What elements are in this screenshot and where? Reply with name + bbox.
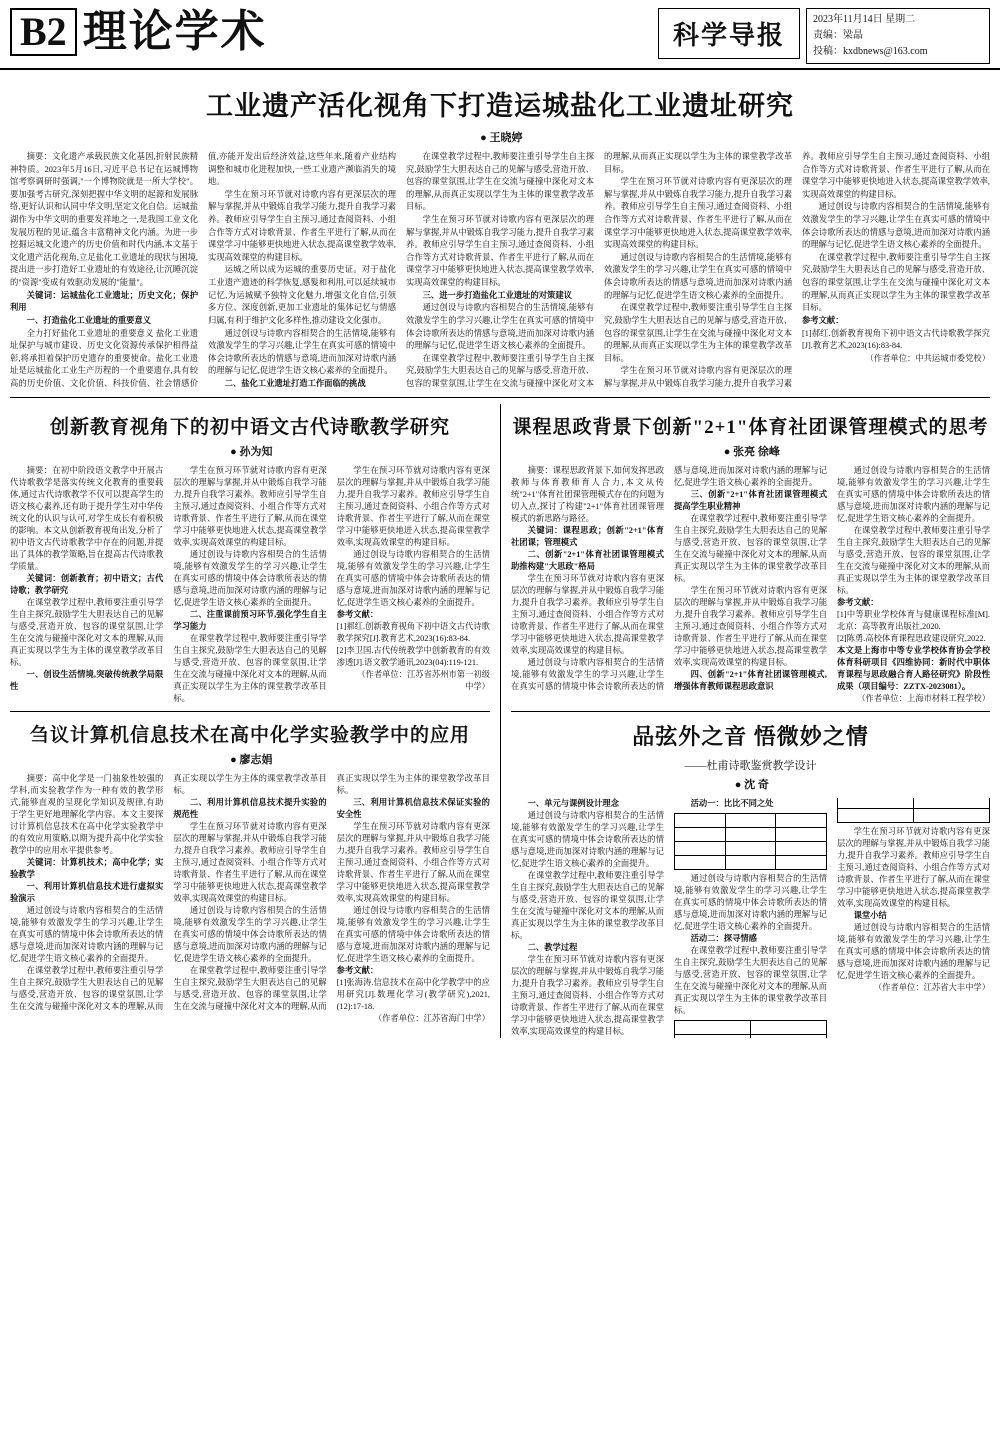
article5-section-2: 二、教学过程	[527, 943, 578, 953]
article2-para-2: 学生在预习环节就对诗歌内容有更深层次的理解与掌握,并从中锻炼自我学习能力,提升自我学习素养。教师应引导学生自主预习,通过查阅资料、小组合作等方式对诗歌背景、作者生平进行了解,从而在课堂学习中能够更快地进入状态,提高课堂教学效率,实现高效课堂的构建目标。	[173, 465, 327, 547]
article4-body	[10, 773, 490, 1025]
article4-source: （作者单位：江苏省海门中学）	[373, 1014, 490, 1024]
divider-2	[10, 711, 490, 712]
article3-title: 课程思政背景下创新"2+1"体育社团课管理模式的思考	[512, 416, 989, 438]
article4-refs-title: 参考文献：	[336, 966, 379, 976]
article5-para-4: 通过创设与诗歌内容相契合的生活情境,能够有效激发学生的学习兴趣,让学生在真实可感的情境中体会诗歌所表达的情感与意境,进而加深对诗歌内涵的理解与记忆,促进学生语文核心素养的全面提升。	[674, 873, 827, 931]
article2-section-1: 一、创设生活情境,突破传统教学局限性	[10, 669, 164, 691]
paper-logo: 科学导报	[658, 8, 800, 59]
lead-refs-title: 参考文献：	[802, 315, 844, 325]
masthead-left	[10, 8, 267, 56]
article4-para-3: 学生在预习环节就对诗歌内容有更深层次的理解与掌握,并从中锻炼自我学习能力,提升自我学习素养。教师应引导学生自主预习,通过查阅资料、小组合作等方式对诗歌背景、作者生平进行了解,从而在课堂学习中能够更快地进入状态,提高课堂教学效率,实现高效课堂的构建目标。	[173, 821, 327, 904]
article5-byline: ● 沈 奇	[734, 778, 769, 791]
masthead-right	[658, 8, 990, 64]
article5-para-5: 在课堂教学过程中,教师要注重引导学生自主探究,鼓励学生大胆表达自己的见解与感受,营造开放、包容的课堂氛围,让学生在交流与碰撞中深化对文本的理解,从而真正实现以学生为主体的课堂教学改革目标。	[674, 946, 827, 1016]
lead-section-1: 一、打造盐化工业遗址的重要意义	[26, 315, 152, 325]
article4-para-1: 通过创设与诗歌内容相契合的生活情境,能够有效激发学生的学习兴趣,让学生在真实可感的情境中体会诗歌所表达的情感与意境,进而加深对诗歌内涵的理解与记忆,促进学生语文核心素养的全面提升。	[10, 906, 164, 964]
lead-section-2: 二、盐化工业遗址打造工作面临的挑战	[224, 378, 366, 388]
lead-para-2b: 通过创设与诗歌内容相契合的生活情境,能够有效激发学生的学习兴趣,让学生在真实可感的情境中体会诗歌所表达的情感与意境,进而加深对诗歌内涵的理解与记忆,促进学生语文核心素养的全面提升。	[208, 328, 396, 376]
article2-ref-2: [2]李卫国.古代传统教学中创新教育的有效渗透[J].语文教学通讯,2023(04):119-121.	[336, 645, 490, 667]
article2-source: （作者单位：江苏省苏州市第一初级中学）	[357, 669, 490, 691]
article3-para-6: 在课堂教学过程中,教师要注重引导学生自主探究,鼓励学生大胆表达自己的见解与感受,营造开放、包容的课堂氛围,让学生在交流与碰撞中深化对文本的理解,从而真正实现以学生为主体的课堂教学改革目标。	[837, 525, 990, 595]
issue-date: 2023年11月14日 星期二	[813, 14, 916, 25]
article4-title: 刍议计算机信息技术在高中化学实验教学中的应用	[29, 724, 470, 746]
submission-email: 投稿：kxdbnews@163.com	[813, 46, 928, 57]
article4-section-1: 一、利用计算机信息技术进行虚拟实验演示	[10, 882, 164, 904]
lead-byline: ● 王晓婷	[480, 132, 523, 144]
article4-para-5: 在课堂教学过程中,教师要注重引导学生自主探究,鼓励学生大胆表达自己的见解与感受,营造开放、包容的课堂氛围,让学生在交流与碰撞中深化对文本的理解,从而真正实现以学生为主体的课堂教学改革目标。	[173, 773, 490, 1012]
lead-para-4b: 在课堂教学过程中,教师要注重引导学生自主探究,鼓励学生大胆表达自己的见解与感受,营造开放、包容的课堂氛围,让学生在交流与碰撞中深化对文本的理解,从而真正实现以学生为主体的课堂教学改革目标。	[406, 152, 792, 388]
article3-abstract: 摘要：课程思政背景下,如何发挥思政教师与体育教师育人合力,本文从传统"2+1"体育社团课管理模式存在的问题为切入点,探讨了构建"2+1"体育社团课管理模式的新思路与路径。	[511, 465, 664, 523]
article2-para-1: 在课堂教学过程中,教师要注重引导学生自主探究,鼓励学生大胆表达自己的见解与感受,营造开放、包容的课堂氛围,让学生在交流与碰撞中深化对文本的理解,从而真正实现以学生为主体的课堂教学改革目标。	[10, 597, 164, 667]
lead-para-2: 运城之所以成为运城的重要历史证。对于盐化工业遗产遗迹的科学恢复,感髮和利用,可以延续城市记忆,为运城赋予独特文化魅力,增强文化自信,引领多方位、深度创新,更加工业遗址的集体记忆与情感归属,有利于维护文化多样性,推动建设文化强市。	[208, 265, 396, 325]
article5-para-1: 通过创设与诗歌内容相契合的生活情境,能够有效激发学生的学习兴趣,让学生在真实可感的情境中体会诗歌所表达的情感与意境,进而加深对诗歌内涵的理解与记忆,促进学生语文核心素养的全面提升。	[511, 810, 664, 868]
lead-para-3b: 学生在预习环节就对诗歌内容有更深层次的理解与掌握,并从中锻炼自我学习能力,提升自我学习素养。教师应引导学生自主预习,通过查阅资料、小组合作等方式对诗歌背景、作者生平进行了解,从而在课堂学习中能够更快地进入状态,提高课堂教学效率,实现高效课堂的构建目标。	[406, 215, 594, 288]
lead-source: （作者单位：中共运城市委党校）	[865, 353, 990, 363]
lead-para-1: 全力打好盐化工业遗址的重要意义 盐化工业遗址保护与城市建设、历史文化资源传承保护相得益彰,将承担着保护历史遗存的重要使命。盐化工业遗址是运城盐化工业生产历程的一个重要遗存,具有较高的历史价值、文化价值、科技价值、社会情感价值,亦能开发出后经济效益,这些年来,随着产业结构调整和城市化进程加快,一些工业遗产濒临消失的境地。	[10, 152, 396, 388]
table-row	[675, 855, 827, 869]
article4-ref-1: [1]张海涛.信息技术在高中化学教学中的应用研究[J].数理化学习(教学研究),2021,(12):17-18.	[336, 978, 490, 1012]
article4-para-2: 在课堂教学过程中,教师要注重引导学生自主探究,鼓励学生大胆表达自己的见解与感受,营造开放、包容的课堂氛围,让学生在交流与碰撞中深化对文本的理解,从而真正实现以学生为主体的课堂教学改革目标。	[10, 773, 327, 1012]
article3-section-3: 四、创新"2+1"体育社团课管理模式,增强体育教师课程思政意识	[674, 669, 827, 691]
article4-para-4: 通过创设与诗歌内容相契合的生活情境,能够有效激发学生的学习兴趣,让学生在真实可感的情境中体会诗歌所表达的情感与意境,进而加深对诗歌内涵的理解与记忆,促进学生语文核心素养的全面提升。	[173, 906, 327, 964]
article5-para-2: 在课堂教学过程中,教师要注重引导学生自主探究,鼓励学生大胆表达自己的见解与感受,营造开放、包容的课堂氛围,让学生在交流与碰撞中深化对文本的理解,从而真正实现以学生为主体的课堂教学改革目标。	[511, 870, 664, 941]
right-column-group	[500, 404, 1000, 1039]
article3-authors: 张亮 徐峰	[733, 445, 780, 458]
lead-article	[0, 70, 1000, 391]
article3-para-1: 学生在预习环节就对诗歌内容有更深层次的理解与掌握,并从中锻炼自我学习能力,提升自我学习素养。教师应引导学生自主预习,通过查阅资料、小组合作等方式对诗歌背景、作者生平进行了解,从而在课堂学习中能够更快地进入状态,提高课堂教学效率,实现高效课堂的构建目标。	[511, 573, 664, 655]
editor-name: 责编：梁晶	[813, 30, 863, 41]
article3-ref-1: [1]中等职业学校体育与健康课程标准[M].北京：高等教育出版社,2020.	[837, 609, 990, 631]
lead-para-6: 在课堂教学过程中,教师要注重引导学生自主探究,鼓励学生大胆表达自己的见解与感受,营造开放、包容的课堂氛围,让学生在交流与碰撞中深化对文本的理解,从而真正实现以学生为主体的课堂教学改革目标。	[604, 303, 792, 363]
article5-para-7: 通过创设与诗歌内容相契合的生活情境,能够有效激发学生的学习兴趣,让学生在真实可感的情境中体会诗歌所表达的情感与意境,进而加深对诗歌内涵的理解与记忆,促进学生语文核心素养的全面提升。	[837, 922, 990, 980]
table-row	[838, 808, 990, 822]
article2-keywords: 关键词：创新教育；初中语文；古代诗歌；教学研究	[10, 573, 164, 595]
article5-activity-2: 活动二：探寻情感	[690, 933, 757, 943]
table-row	[675, 813, 827, 827]
lead-para-1b: 学生在预习环节就对诗歌内容有更深层次的理解与掌握,并从中锻炼自我学习能力,提升自我学习素养。教师应引导学生自主预习,通过查阅资料、小组合作等方式对诗歌背景、作者生平进行了解,从而在课堂学习中能够更快地进入状态,提高课堂教学效率,实现高效课堂的构建目标。	[208, 189, 396, 262]
lead-section-3: 三、进一步打造盐化工业遗址的对策建议	[422, 290, 572, 300]
left-column-group	[0, 404, 500, 1039]
article3-para-4: 学生在预习环节就对诗歌内容有更深层次的理解与掌握,并从中锻炼自我学习能力,提升自我学习素养。教师应引导学生自主预习,通过查阅资料、小组合作等方式对诗歌背景、作者生平进行了解,从而在课堂学习中能够更快地进入状态,提高课堂教学效率,实现高效课堂的构建目标。	[674, 585, 827, 667]
article2-section-2: 二、注重课前预习环节,强化学生自主学习能力	[173, 609, 327, 631]
lead-para-4: 通过创设与诗歌内容相契合的生活情境,能够有效激发学生的学习兴趣,让学生在真实可感的情境中体会诗歌所表达的情感与意境,进而加深对诗歌内涵的理解与记忆,促进学生语文核心素养的全面提升。	[406, 303, 594, 351]
lead-para-7b: 在课堂教学过程中,教师要注重引导学生自主探究,鼓励学生大胆表达自己的见解与感受,营造开放、包容的课堂氛围,让学生在交流与碰撞中深化对文本的理解,从而真正实现以学生为主体的课堂教学改革目标。	[802, 252, 990, 313]
article5-title: 品弦外之音 悟微妙之情	[632, 723, 869, 749]
lead-title: 工业遗产活化视角下打造运城盐化工业遗址研究	[206, 91, 794, 121]
section-title: 理论学术	[82, 7, 267, 56]
table-row	[675, 1021, 827, 1035]
lead-para-5b: 通过创设与诗歌内容相契合的生活情境,能够有效激发学生的学习兴趣,让学生在真实可感的情境中体会诗歌所表达的情感与意境,进而加深对诗歌内涵的理解与记忆,促进学生语文核心素养的全面提升。	[604, 252, 792, 300]
article2-para-5: 学生在预习环节就对诗歌内容有更深层次的理解与掌握,并从中锻炼自我学习能力,提升自我学习素养。教师应引导学生自主预习,通过查阅资料、小组合作等方式对诗歌背景、作者生平进行了解,从而在课堂学习中能够更快地进入状态,提高课堂教学效率,实现高效课堂的构建目标。	[336, 465, 490, 547]
article3-section-1: 二、创新"2+1"体育社团课管理模式助推构建"大思政"格局	[511, 549, 664, 571]
article2-author: 孙为知	[239, 445, 273, 458]
article4-abstract: 摘要：高中化学是一门抽象性较强的学科,而实验教学作为一种有效的教学形式,能够直观的呈现化学知识及规律,有助于学生更好地理解化学内容。本文主要探讨计算机信息技术在高中化学实验教学中的有效应用策略,以期为提升高中化学实验教学中的应用水平提供参考。	[10, 773, 164, 855]
lead-keywords: 关键词：运城盐化工业遗址；历史文化；保护利用	[10, 290, 198, 313]
article2-abstract: 摘要：在初中阶段语文教学中开展古代诗歌教学是落实传统文化教育的重要载体,通过古代诗歌教学不仅可以提高学生的语文核心素养,还有助于提升学生对中华传统文化的认识与认可,对学生成长有着积极的影响。本文从创新教育视角出发,分析了初中语文古代诗歌教学中存在的问题,并提出了具体的教学策略,旨在提高古代诗歌教学质量。	[10, 465, 164, 571]
article5-author: 沈 奇	[744, 778, 769, 791]
article3-fund: 本文是上海市中等专业学校体育协会学校体育科研项目《四维协同：新时代中职体育课程与思政融合育人路径研究》阶段性成果（项目编号：ZZTX-2023081）。	[837, 645, 990, 691]
lead-para-7: 通过创设与诗歌内容相契合的生活情境,能够有效激发学生的学习兴趣,让学生在真实可感的情境中体会诗歌所表达的情感与意境,进而加深对诗歌内涵的理解与记忆,促进学生语文核心素养的全面提升。	[802, 202, 990, 250]
lead-para-3: 在课堂教学过程中,教师要注重引导学生自主探究,鼓励学生大胆表达自己的见解与感受,营造开放、包容的课堂氛围,让学生在交流与碰撞中深化对文本的理解,从而真正实现以学生为主体的课堂教学改革目标。	[406, 152, 594, 212]
article3-refs-title: 参考文献：	[837, 597, 879, 607]
article-5	[511, 720, 990, 1038]
article5-para-3: 学生在预习环节就对诗歌内容有更深层次的理解与掌握,并从中锻炼自我学习能力,提升自我学习素养。教师应引导学生自主预习,通过查阅资料、小组合作等方式对诗歌背景、作者生平进行了解,从而在课堂学习中能够更快地进入状态,提高课堂教学效率,实现高效课堂的构建目标。	[511, 955, 664, 1037]
lead-body	[10, 151, 990, 391]
article4-byline: ● 廖志娟	[230, 753, 273, 766]
article5-source: （作者单位：江苏省大丰中学）	[873, 982, 990, 992]
article3-section-2: 三、创新"2+1"体育社团课管理模式提高学生职业精神	[674, 489, 827, 511]
article3-keywords: 关键词：课程思政；创新"2+1"体育社团课；管理模式	[511, 525, 664, 547]
article2-byline: ● 孙为知	[230, 445, 273, 458]
page-number: B2	[10, 8, 77, 56]
article2-para-4: 在课堂教学过程中,教师要注重引导学生自主探究,鼓励学生大胆表达自己的见解与感受,营造开放、包容的课堂氛围,让学生在交流与碰撞中深化对文本的理解,从而真正实现以学生为主体的课堂教学改革目标。	[173, 633, 327, 703]
article4-section-3: 三、利用计算机信息技术保证实验的安全性	[336, 797, 490, 819]
article3-para-5: 通过创设与诗歌内容相契合的生活情境,能够有效激发学生的学习兴趣,让学生在真实可感的情境中体会诗歌所表达的情感与意境,进而加深对诗歌内涵的理解与记忆,促进学生语文核心素养的全面提升。	[837, 465, 990, 523]
article3-para-3: 在课堂教学过程中,教师要注重引导学生自主探究,鼓励学生大胆表达自己的见解与感受,营造开放、包容的课堂氛围,让学生在交流与碰撞中深化对文本的理解,从而真正实现以学生为主体的课堂教学改革目标。	[674, 513, 827, 583]
article4-section-2: 二、利用计算机信息技术提升实验的规范性	[173, 797, 327, 819]
article3-source: （作者单位：上海市材料工程学校）	[857, 693, 990, 703]
article2-refs-title: 参考文献：	[336, 609, 379, 619]
article-4	[10, 720, 490, 1025]
article5-activity-1: 活动一：比比不同之处	[690, 798, 774, 808]
article3-para-2: 通过创设与诗歌内容相契合的生活情境,能够有效激发学生的学习兴趣,让学生在真实可感的情境中体会诗歌所表达的情感与意境,进而加深对诗歌内涵的理解与记忆,促进学生语文核心素养的全面提升。	[511, 465, 827, 691]
article2-body	[10, 465, 490, 705]
article2-para-6: 通过创设与诗歌内容相契合的生活情境,能够有效激发学生的学习兴趣,让学生在真实可感的情境中体会诗歌所表达的情感与意境,进而加深对诗歌内涵的理解与记忆,促进学生语文核心素养的全面提升。	[336, 549, 490, 607]
article3-body	[511, 465, 990, 705]
article2-para-3: 通过创设与诗歌内容相契合的生活情境,能够有效激发学生的学习兴趣,让学生在真实可感的情境中体会诗歌所表达的情感与意境,进而加深对诗歌内涵的理解与记忆,促进学生语文核心素养的全面提升。	[173, 549, 327, 607]
article-2	[10, 412, 490, 705]
divider-1	[10, 397, 990, 398]
article3-ref-2: [2]陈勇.高校体育课程思政建设研究,2022.	[837, 633, 986, 643]
article5-table	[674, 813, 827, 870]
masthead	[0, 0, 1000, 66]
table-row	[675, 841, 827, 855]
article5-section-1: 一、单元与课例设计理念	[527, 798, 619, 808]
middle-zone	[0, 404, 1000, 1039]
lead-ref-1: [1]郝红.创新教育视角下初中语文古代诗歌教学探究[J].教育艺术,2023(16):83-84.	[802, 328, 990, 351]
article-3	[511, 412, 990, 705]
lead-para-6b: 学生在预习环节就对诗歌内容有更深层次的理解与掌握,并从中锻炼自我学习能力,提升自我学习素养。教师应引导学生自主预习,通过查阅资料、小组合作等方式对诗歌背景、作者生平进行了解,从而在课堂学习中能够更快地进入状态,提高课堂教学效率,实现高效课堂的构建目标。	[604, 152, 990, 388]
lead-para-5: 学生在预习环节就对诗歌内容有更深层次的理解与掌握,并从中锻炼自我学习能力,提升自我学习素养。教师应引导学生自主预习,通过查阅资料、小组合作等方式对诗歌背景、作者生平进行了解,从而在课堂学习中能够更快地进入状态,提高课堂教学效率,实现高效课堂的构建目标。	[604, 177, 792, 250]
article5-body	[511, 798, 990, 1038]
article4-para-6: 学生在预习环节就对诗歌内容有更深层次的理解与掌握,并从中锻炼自我学习能力,提升自我学习素养。教师应引导学生自主预习,通过查阅资料、小组合作等方式对诗歌背景、作者生平进行了解,从而在课堂学习中能够更快地进入状态,提高课堂教学效率,实现高效课堂的构建目标。	[336, 821, 490, 904]
article5-subtitle: ——杜甫诗歌鉴赏教学设计	[684, 759, 817, 772]
article3-byline: ● 张亮 徐峰	[723, 445, 780, 458]
divider-3	[511, 711, 990, 712]
article5-summary: 课堂小结	[853, 910, 887, 920]
article4-author: 廖志娟	[239, 753, 273, 766]
table-row	[675, 827, 827, 841]
article5-para-6: 学生在预习环节就对诗歌内容有更深层次的理解与掌握,并从中锻炼自我学习能力,提升自我学习素养。教师应引导学生自主预习,通过查阅资料、小组合作等方式对诗歌背景、作者生平进行了解,从而在课堂学习中能够更快地进入状态,提高课堂教学效率,实现高效课堂的构建目标。	[837, 826, 990, 908]
masthead-meta	[806, 8, 990, 64]
article4-para-7: 通过创设与诗歌内容相契合的生活情境,能够有效激发学生的学习兴趣,让学生在真实可感的情境中体会诗歌所表达的情感与意境,进而加深对诗歌内涵的理解与记忆,促进学生语文核心素养的全面提升。	[336, 906, 490, 964]
article4-keywords: 关键词：计算机技术；高中化学；实验教学	[10, 858, 164, 880]
article2-title: 创新教育视角下的初中语文古代诗歌教学研究	[49, 416, 450, 438]
article2-ref-1: [1]郝红.创新教育视角下初中语文古代诗歌教学探究[J].教育艺术,2023(16):83-84.	[336, 621, 490, 643]
lead-abstract: 摘要：文化遗产承载民族文化基因,折射民族精神特质。2023年5月16日,习近平总书记在运城博物馆考察调研时强调,"一个博物院就是一所大学校"。要加强考古研究,深刻把握中华文明的起源和发展脉络,更好认识和认同中华文明,坚定文化自信。运城盐湖作为中华文明的重要发祥地之一,是我国工业文化发展历程的见证,蕴含丰富精神文化内涵。为进一步挖掘运城文化遗产的历史价值和时代内涵,本文基于文化遗产活化视角,立足盐化工业遗址的现状与困境,提出进一步打造好工业遗址的有效途径,让沉睡沉淀的"资源"变成有效驱动发展的"能量"。	[10, 152, 198, 288]
lead-author: 王晓婷	[489, 132, 523, 144]
